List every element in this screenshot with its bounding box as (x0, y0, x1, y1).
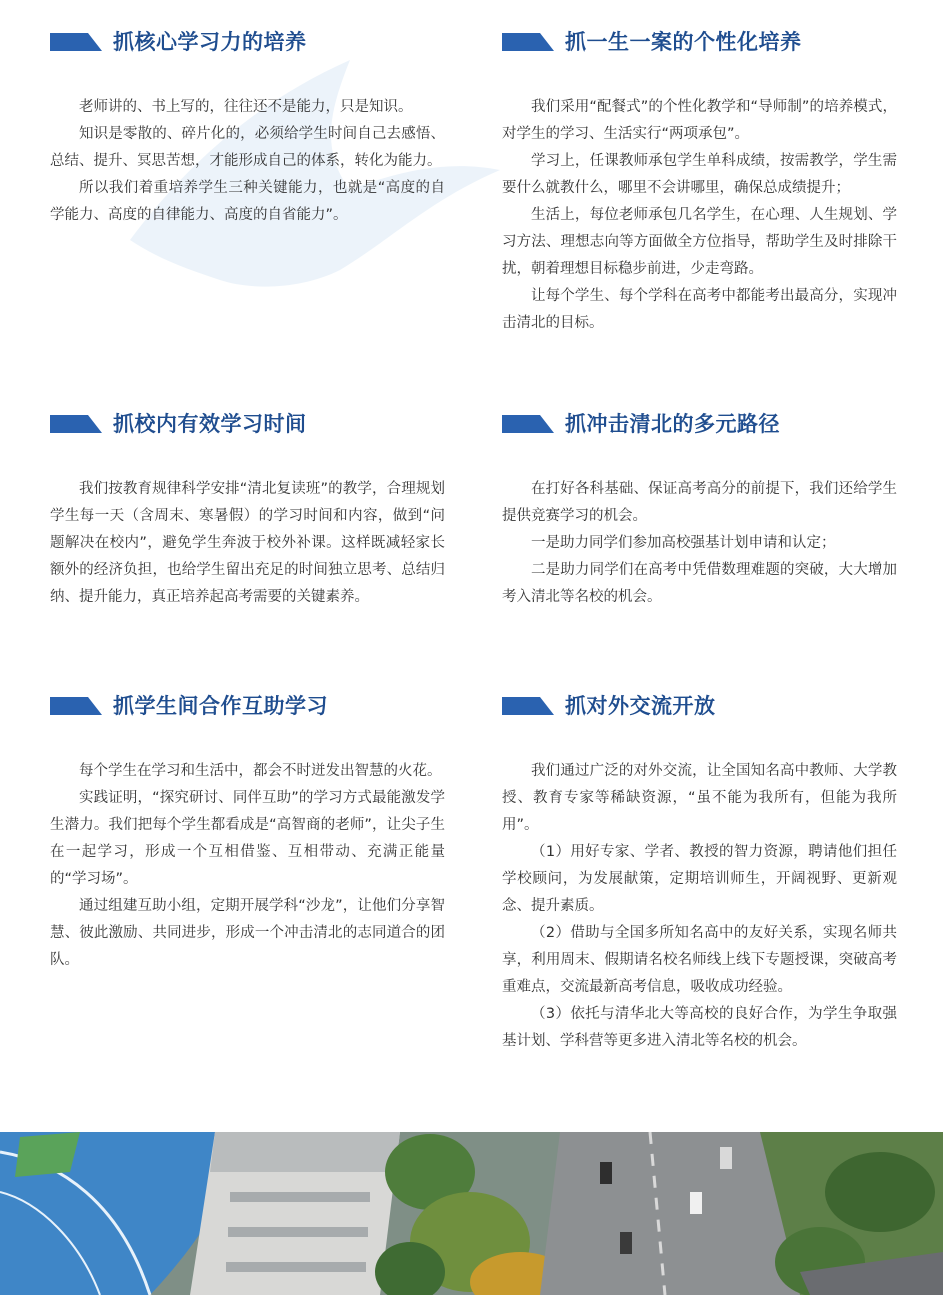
paragraph: 我们按教育规律科学安排“清北复读班”的教学，合理规划学生每一天（含周末、寒暑假）的学习时间和内容，做到“问题解决在校内”，避免学生奔波于校外补课。这样既减轻家长额外的经济负担，也给学生留出充足的时间独立思考、总结归纳、提升能力，真正培养起高考需要的关键素养。 (50, 481, 445, 605)
section-title: 抓冲击清北的多元路径 (565, 412, 780, 436)
paragraph: （3）依托与清华北大等高校的良好合作，为学生争取强基计划、学科营等更多进入清北等名校的机会。 (502, 1006, 897, 1049)
section-body (50, 476, 445, 611)
section-body (502, 94, 897, 337)
section-header (50, 404, 445, 444)
section-external-exchange (502, 686, 897, 1055)
paragraph: 学习上，任课教师承包学生单科成绩，按需教学，学生需要什么就教什么，哪里不会讲哪里，确保总成绩提升； (502, 153, 897, 196)
paragraph: 实践证明，“探究研讨、同伴互助”的学习方式最能激发学生潜力。我们把每个学生都看成是“高智商的老师”，让尖子生在一起学习，形成一个互相借鉴、互相带动、充满正能量的“学习场”。 (50, 790, 445, 887)
paragraph: 每个学生在学习和生活中，都会不时迸发出智慧的火花。 (79, 763, 442, 779)
paragraph: 在打好各科基础、保证高考高分的前提下，我们还给学生提供竞赛学习的机会。 (502, 481, 897, 524)
paragraph: 我们通过广泛的对外交流，让全国知名高中教师、大学教授、教育专家等稀缺资源，“虽不能为我所有，但能为我所用”。 (502, 763, 897, 833)
section-title: 抓对外交流开放 (565, 694, 716, 718)
paragraph: 我们采用“配餐式”的个性化教学和“导师制”的培养模式，对学生的学习、生活实行“两项承包”。 (502, 99, 897, 142)
section-core-learning (50, 22, 445, 229)
section-header (50, 22, 445, 62)
blue-flag-icon (502, 697, 554, 715)
section-title: 抓一生一案的个性化培养 (565, 30, 802, 54)
section-personalized (502, 22, 897, 337)
paragraph: 二是助力同学们在高考中凭借数理难题的突破，大大增加考入清北等名校的机会。 (502, 562, 897, 605)
section-peer-learning (50, 686, 445, 974)
blue-flag-icon (50, 33, 102, 51)
section-body (50, 758, 445, 974)
paragraph: 知识是零散的、碎片化的，必须给学生时间自己去感悟、总结、提升、冥思苦想，才能形成自己的体系，转化为能力。 (50, 126, 445, 169)
section-title: 抓学生间合作互助学习 (113, 694, 328, 718)
section-title: 抓校内有效学习时间 (113, 412, 307, 436)
blue-flag-icon (50, 697, 102, 715)
paragraph: 一是助力同学们参加高校强基计划申请和认定； (531, 535, 836, 551)
section-header (502, 404, 897, 444)
section-body (502, 758, 897, 1055)
paragraph: （2）借助与全国多所知名高中的友好关系，实现名师共享，利用周末、假期请名校名师线上线下专题授课，突破高考重难点，交流最新高考信息，吸收成功经验。 (502, 925, 897, 995)
section-header (502, 686, 897, 726)
section-multiple-paths (502, 404, 897, 611)
paragraph: 让每个学生、每个学科在高考中都能考出最高分，实现冲击清北的目标。 (502, 288, 897, 331)
campus-aerial-photo (0, 1132, 943, 1295)
blue-flag-icon (502, 33, 554, 51)
paragraph: 通过组建互助小组，定期开展学科“沙龙”，让他们分享智慧、彼此激励、共同进步，形成一个冲击清北的志同道合的团队。 (50, 898, 445, 968)
section-body (502, 476, 897, 611)
blue-flag-icon (502, 415, 554, 433)
section-header (50, 686, 445, 726)
paragraph: （1）用好专家、学者、教授的智力资源，聘请他们担任学校顾问，为发展献策，定期培训师生，开阔视野、更新观念、提升素质。 (502, 844, 897, 914)
paragraph: 老师讲的、书上写的，往往还不是能力，只是知识。 (79, 99, 413, 115)
blue-flag-icon (50, 415, 102, 433)
section-title: 抓核心学习力的培养 (113, 30, 307, 54)
section-body (50, 94, 445, 229)
section-header (502, 22, 897, 62)
paragraph: 生活上，每位老师承包几名学生，在心理、人生规划、学习方法、理想志向等方面做全方位指导，帮助学生及时排除干扰，朝着理想目标稳步前进，少走弯路。 (502, 207, 897, 277)
paragraph: 所以我们着重培养学生三种关键能力，也就是“高度的自学能力、高度的自律能力、高度的自省能力”。 (50, 180, 445, 223)
section-study-time (50, 404, 445, 611)
